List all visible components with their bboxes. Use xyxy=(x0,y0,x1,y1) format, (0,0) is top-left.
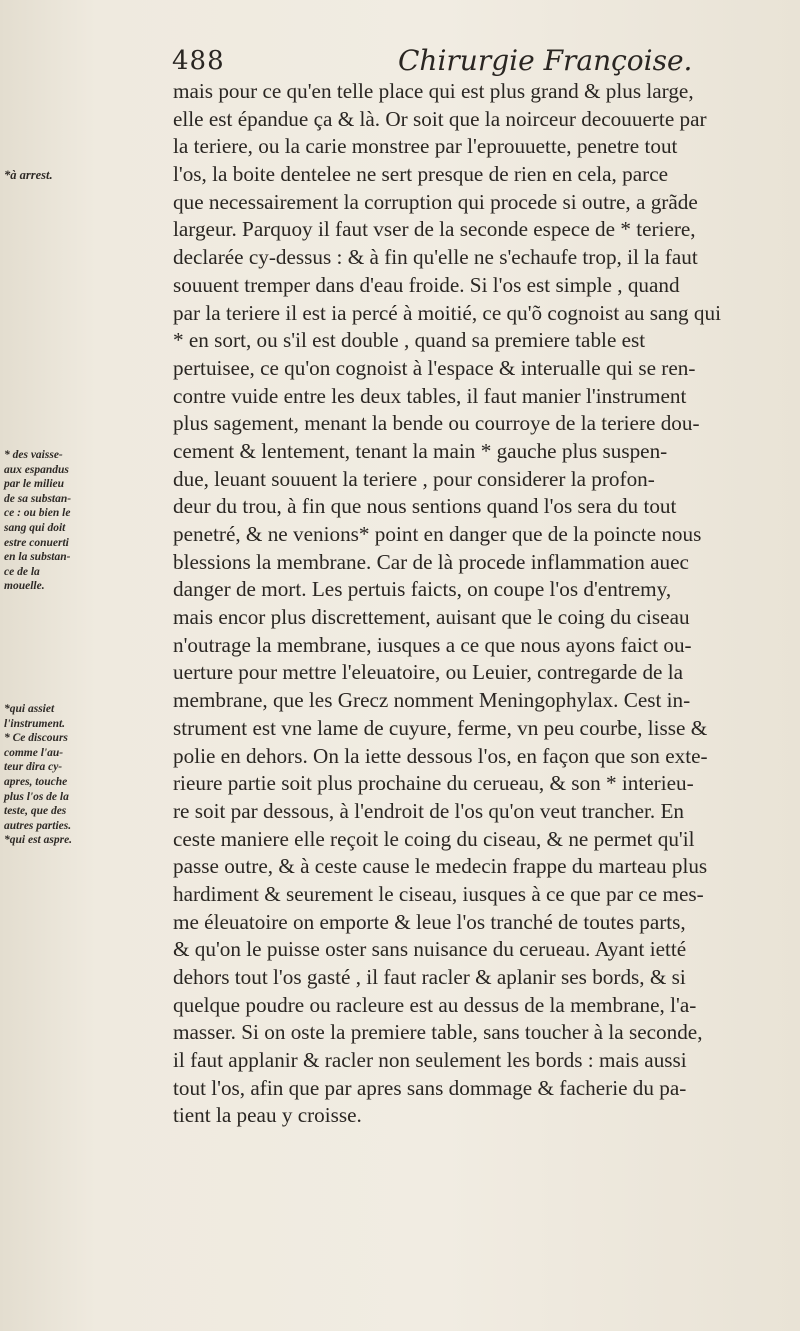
margin-note-line: par le milieu xyxy=(4,478,65,491)
text-line: danger de mort. Les pertuis faicts, on coupe l'os d'entremy, xyxy=(173,577,672,602)
text-line: * en sort, ou s'il est double , quand sa premiere table est xyxy=(173,328,646,353)
margin-note-line: teste, que des xyxy=(4,805,67,818)
margin-note-line: *qui est aspre. xyxy=(4,834,73,847)
margin-note-line: plus l'os de la xyxy=(4,790,69,803)
text-line: contre vuide entre les deux tables, il faut manier l'instrument xyxy=(173,383,687,408)
text-line: tient la peau y croisse. xyxy=(173,1103,362,1128)
text-line: la teriere, ou la carie monstree par l'eprouuette, penetre tout xyxy=(173,134,678,159)
text-line: tout l'os, afin que par apres sans dommage & facherie du pa- xyxy=(173,1075,687,1100)
margin-note-line: en la substan- xyxy=(4,551,71,564)
margin-note-vaisseaux xyxy=(4,448,71,594)
margin-note-instrument xyxy=(4,702,72,848)
body-text xyxy=(173,78,793,1130)
margin-note-arrest xyxy=(4,168,53,183)
text-line: rieure partie soit plus prochaine du cerueau, & son * interieu- xyxy=(173,771,694,796)
text-line: que necessairement la corruption qui procede si outre, a grãde xyxy=(173,189,698,214)
text-line: plus sagement, menant la bende ou courroye de la teriere dou- xyxy=(173,411,700,436)
text-line: mais pour ce qu'en telle place qui est plus grand & plus large, xyxy=(173,79,694,103)
text-line: membrane, que les Grecz nomment Meningophylax. Cest in- xyxy=(173,688,691,713)
text-line: il faut applanir & racler non seulement les bords : mais aussi xyxy=(173,1048,687,1073)
text-line: masser. Si on oste la premiere table, sans toucher à la seconde, xyxy=(173,1020,703,1045)
text-line: l'os, la boite dentelee ne sert presque de rien en cela, parce xyxy=(173,162,669,187)
text-line: largeur. Parquoy il faut vser de la seconde espece de * teriere, xyxy=(173,217,696,242)
text-line: uerture pour mettre l'eleuatoire, ou Leuier, contregarde de la xyxy=(173,660,684,685)
text-line: strument est vne lame de cuyure, ferme, vn peu courbe, lisse & xyxy=(173,715,708,740)
text-line: blessions la membrane. Car de là procede inflammation auec xyxy=(173,549,689,574)
text-line: souuent tremper dans d'eau froide. Si l'os est simple , quand xyxy=(173,272,680,297)
margin-note-line: autres parties. xyxy=(4,819,72,832)
margin-note-line: *à arrest. xyxy=(4,168,53,182)
text-line: cement & lentement, tenant la main * gauche plus suspen- xyxy=(173,438,668,463)
text-line: elle est épandue ça & là. Or soit que la noirceur decouuerte par xyxy=(173,106,707,131)
text-line: due, leuant souuent la teriere , pour considerer la profon- xyxy=(173,466,655,491)
margin-note-line: aux espandus xyxy=(4,463,69,476)
text-line: penetré, & ne venions* point en danger que de la poincte nous xyxy=(173,522,702,546)
margin-note-line: *qui assiet xyxy=(4,703,55,715)
text-line: deur du trou, à fin que nous sentions quand l'os sera du tout xyxy=(173,494,677,519)
margin-note-line: ce : ou bien le xyxy=(4,507,71,520)
text-line: dehors tout l'os gasté , il faut racler & aplanir ses bords, & si xyxy=(173,965,686,989)
margin-note-line: estre conuerti xyxy=(4,536,69,549)
text-line: declarée cy-dessus : & à fin qu'elle ne s'echaufe trop, il la faut xyxy=(173,245,698,270)
text-line: ceste maniere elle reçoit le coing du ciseau, & ne permet qu'il xyxy=(173,826,695,851)
text-line: passe outre, & à ceste cause le medecin frappe du marteau plus xyxy=(173,854,708,879)
margin-note-line: sang qui doit xyxy=(4,521,66,534)
margin-note-line: teur dira cy- xyxy=(4,761,63,774)
margin-note-line: de sa substan- xyxy=(4,492,72,505)
running-title: Chirurgie Françoise. xyxy=(398,44,693,77)
text-line: hardiment & seurement le ciseau, iusques à ce que par ce mes- xyxy=(173,881,704,906)
text-line: re soit par dessous, à l'endroit de l'os qu'on veut trancher. En xyxy=(173,798,685,823)
margin-note-line: apres, touche xyxy=(4,775,68,788)
margin-note-line: * Ce discours xyxy=(4,732,68,745)
margin-note-line: l'instrument. xyxy=(4,717,66,730)
text-line: n'outrage la membrane, iusques a ce que nous ayons faict ou- xyxy=(173,632,692,657)
text-line: par la teriere il est ia percé à moitié, ce qu'õ cognoist au sang qui xyxy=(173,300,722,325)
text-line: pertuisee, ce qu'on cognoist à l'espace & interualle qui se ren- xyxy=(173,355,696,380)
page-number: 488 xyxy=(172,46,225,76)
text-line: & qu'on le puisse oster sans nuisance du cerueau. Ayant ietté xyxy=(173,937,687,962)
margin-note-line: ce de la xyxy=(4,565,40,578)
margin-note-line: * des vaisse- xyxy=(4,449,63,461)
text-line: quelque poudre ou racleure est au dessus de la membrane, l'a- xyxy=(173,992,697,1017)
text-line: mais encor plus discrettement, auisant que le coing du ciseau xyxy=(173,605,690,630)
margin-note-line: mouelle. xyxy=(4,580,45,593)
text-line: polie en dehors. On la iette dessous l'os, en façon que son exte- xyxy=(173,743,708,768)
margin-note-line: comme l'au- xyxy=(4,746,64,759)
text-line: me éleuatoire on emporte & leue l'os tranché de toutes parts, xyxy=(173,909,686,934)
